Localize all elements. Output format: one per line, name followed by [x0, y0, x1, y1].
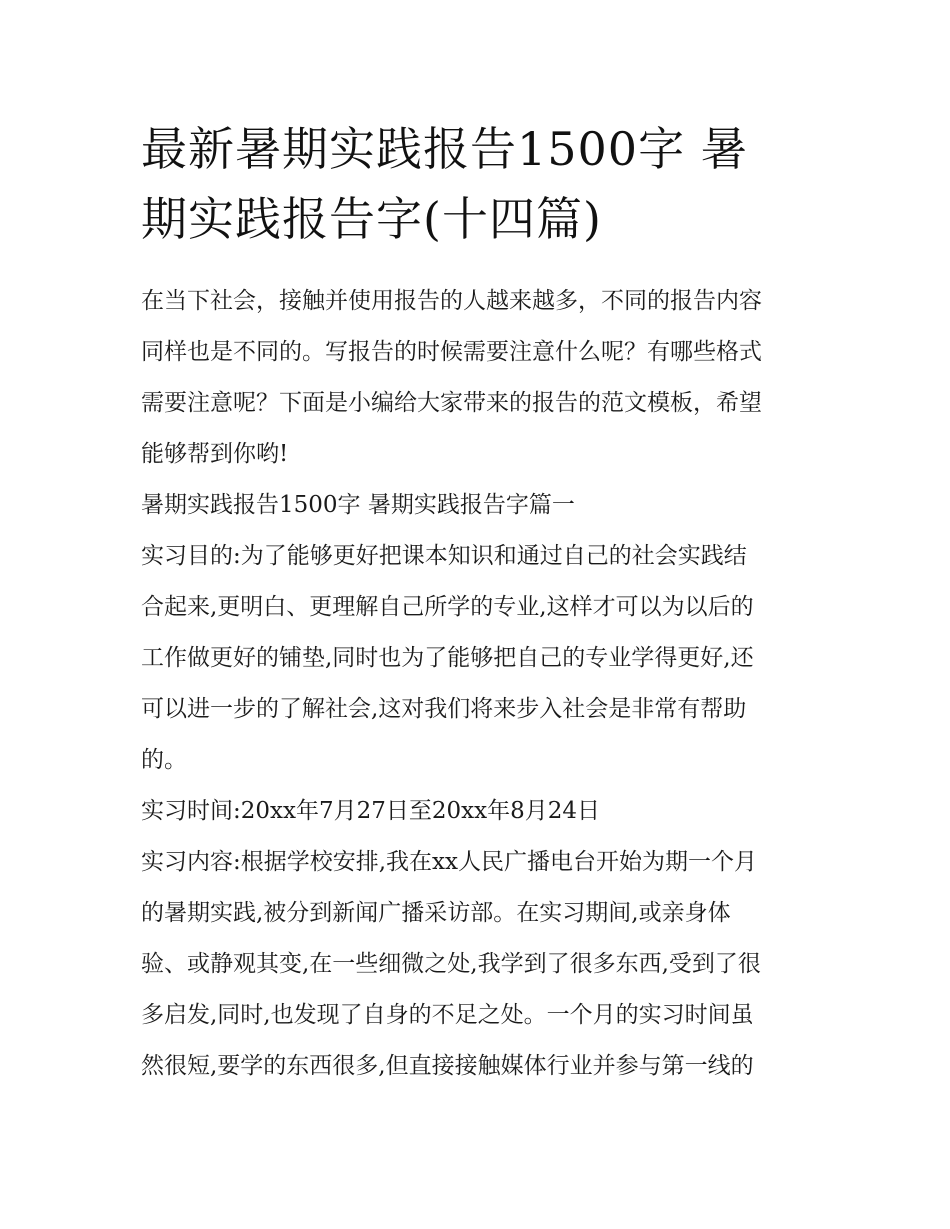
document-body [141, 276, 821, 1092]
title-line: 期实践报告字(十四篇) [141, 192, 602, 246]
intro-line: 在当下社会，接触并使用报告的人越来越多，不同的报告内容 [141, 288, 762, 314]
purpose-line: 可以进一步的了解社会,这对我们将来步入社会是非常有帮助 [141, 696, 747, 722]
document-title [141, 114, 821, 254]
content-line: 验、或静观其变,在一些细微之处,我学到了很多东西,受到了很 [141, 951, 761, 977]
purpose-line: 工作做更好的铺垫,同时也为了能够把自己的专业学得更好,还 [141, 645, 754, 671]
title-line: 最新暑期实践报告1500字 暑 [141, 122, 748, 176]
content-line: 多启发,同时,也发现了自身的不足之处。一个月的实习时间虽 [141, 1002, 754, 1028]
time-line: 实习时间:20xx年7月27日至20xx年8月24日 [141, 798, 600, 824]
intro-line: 需要注意呢？下面是小编给大家带来的报告的范文模板，希望 [141, 390, 762, 416]
purpose-line: 实习目的:为了能够更好把课本知识和通过自己的社会实践结 [141, 543, 747, 569]
intro-line: 能够帮到你哟! [141, 441, 289, 467]
content-line: 实习内容:根据学校安排,我在xx人民广播电台开始为期一个月 [141, 849, 758, 875]
section-heading: 暑期实践报告1500字 暑期实践报告字篇一 [141, 492, 575, 518]
content-line: 然很短,要学的东西很多,但直接接触媒体行业并参与第一线的 [141, 1053, 754, 1079]
purpose-line: 合起来,更明白、更理解自己所学的专业,这样才可以为以后的 [141, 594, 754, 620]
content-line: 的暑期实践,被分到新闻广播采访部。在实习期间,或亲身体 [141, 900, 731, 926]
intro-line: 同样也是不同的。写报告的时候需要注意什么呢？有哪些格式 [141, 339, 762, 365]
purpose-line: 的。 [141, 747, 187, 773]
